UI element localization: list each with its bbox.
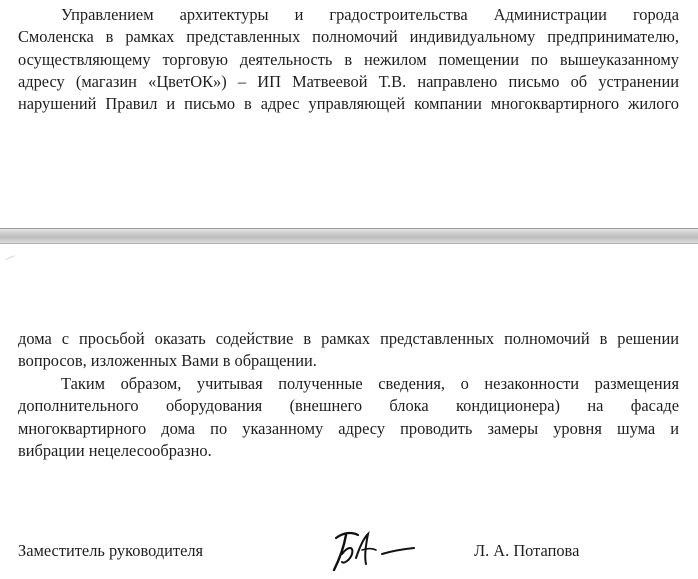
- text-line: Смоленска в рамках представленных полномочий индивидуальному предпринимателю,: [18, 27, 679, 47]
- paragraph-2: [18, 373, 679, 462]
- page-break-divider: [0, 228, 698, 244]
- text-line: дополнительного оборудования (внешнего блока кондиционера) на фасаде: [18, 396, 679, 416]
- text-line: дома с просьбой оказать содействие в рамках представленных полномочий в решении: [18, 329, 679, 348]
- scan-artifact: [5, 255, 17, 265]
- paragraph-1-top: [18, 4, 679, 115]
- handwritten-signature: [322, 524, 418, 574]
- signer-position-title: Заместитель руководителя: [18, 541, 204, 560]
- signer-name: Л. А. Потапова: [474, 541, 580, 560]
- text-line: адресу (магазин «ЦветОК») – ИП Матвеевой Т.В. направлено письмо об устранении: [18, 71, 679, 91]
- text-line: Таким образом, учитывая полученные сведения, о незаконности размещения: [61, 374, 679, 393]
- paragraph-1-continued: [18, 328, 679, 373]
- text-line: осуществляющему торговую деятельность в нежилом помещении по вышеуказанному: [18, 49, 679, 69]
- text-line: вибрации нецелесообразно.: [18, 440, 212, 460]
- text-line: вопросов, изложенных Вами в обращении.: [18, 351, 317, 371]
- text-line: нарушений Правил и письмо в адрес управляющей компании многоквартирного жилого: [18, 94, 679, 114]
- text-line: многоквартирного дома по указанному адресу проводить замеры уровня шума и: [18, 418, 679, 438]
- text-line: Управлением архитектуры и градостроительства Администрации города: [61, 5, 679, 24]
